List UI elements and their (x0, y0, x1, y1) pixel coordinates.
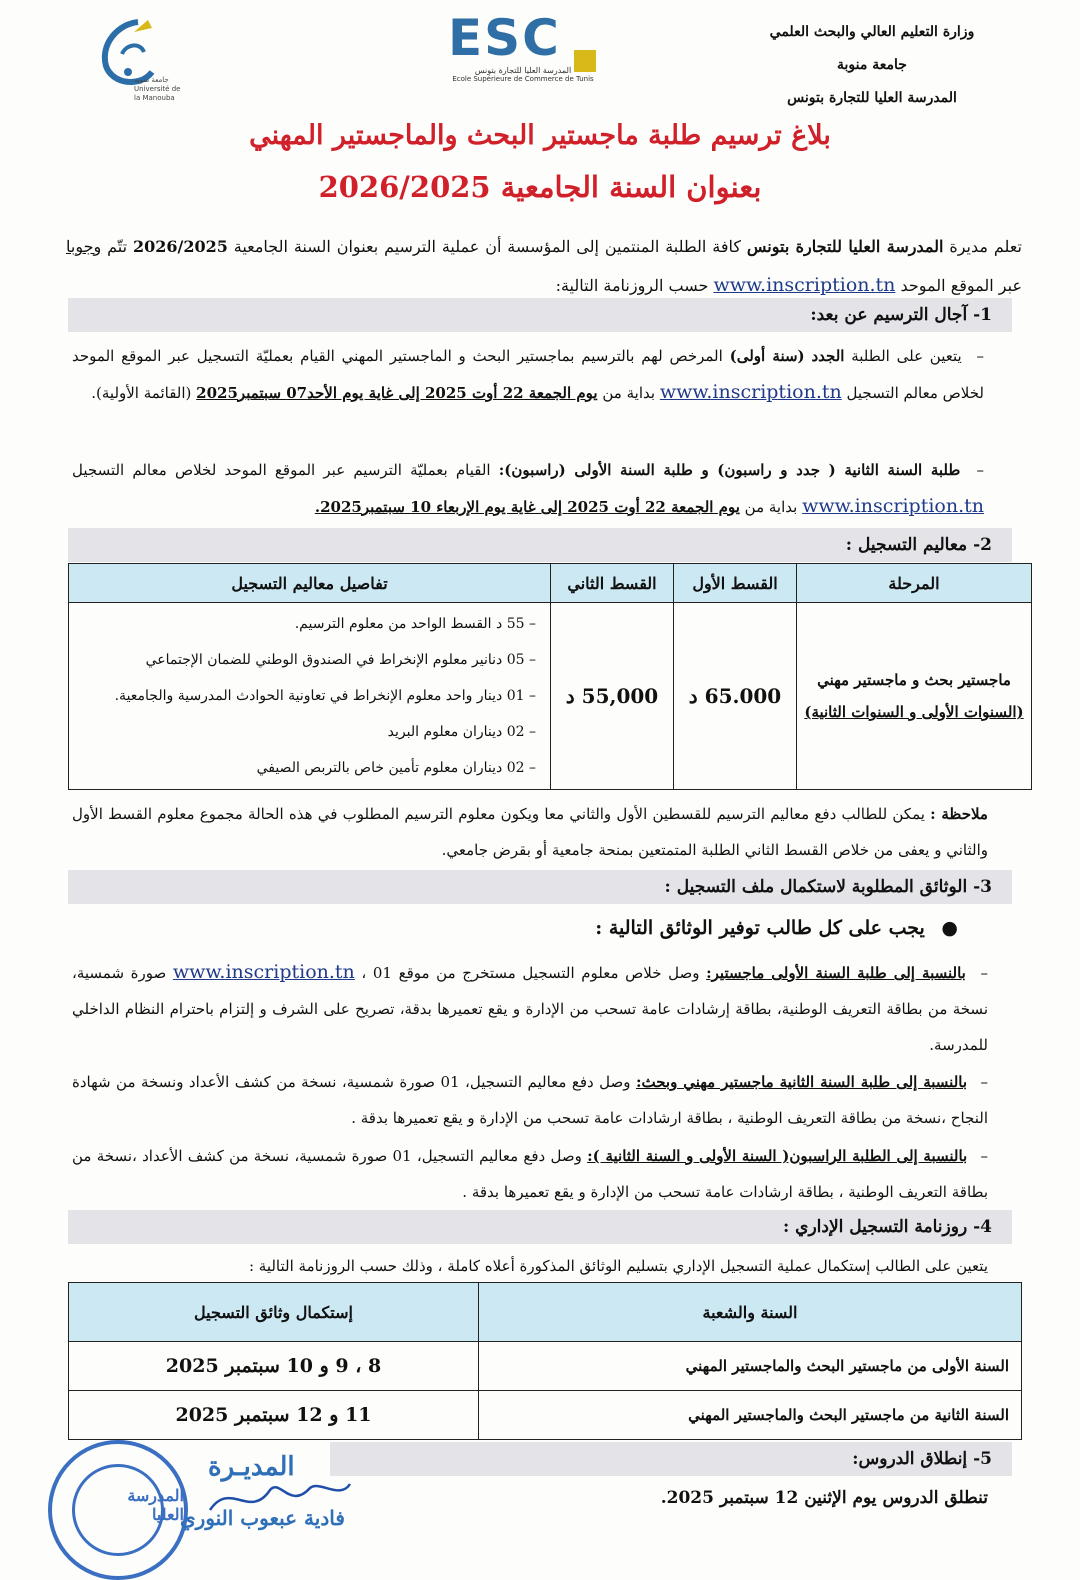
ministry-name: وزارة التعليم العالي والبحث العلمي (769, 24, 975, 40)
fee-detail-text: 05 دنانير معلوم الإنخراط في الصندوق الوطني للضمان الإجتماعي (145, 652, 525, 668)
fees-first-installment: 65.000 د (674, 603, 797, 790)
section-1-item-2: – طلبة السنة الثانية ( جدد و راسبون) و طلبة السنة الأولى (راسبون): القيام بعمليّة الترسيم عبر الموقع الموحد لخلاص معالم التسجيل www.inscription.tn بداية من يوم الجمعة 22 أوت 2025 إلى غاية يوم الإربعاء 10 سبتمبر2025. (72, 461, 984, 517)
section-3-item-2: – بالنسبة إلى طلبة السنة الثانية ماجستير مهني وبحث: وصل دفع معاليم التسجيل، 01 صورة شمسية، نسخة من كشف الأعداد ونسخة من شهادة النجاح ،نسخة من بطاقة التعريف الوطنية ، بطاقة ارشادات عامة تسحب من الإدارة و يقع تعميرها بدقة . (72, 1073, 988, 1127)
fee-detail-item: – 55 د القسط الواحد من معلوم الترسيم. (294, 616, 536, 632)
s3-i3-text: وصل دفع معاليم التسجيل، 01 صورة شمسية، نسخة من كشف الأعداد ،نسخة من بطاقة التعريف الوطنية ، بطاقة ارشادات عامة تسحب من الإدارة و يقع تعميرها بدقة . (72, 1147, 988, 1201)
s3-i3-label: بالنسبة إلى الطلبة الراسبون( السنة الأولى و السنة الثانية ): (587, 1147, 968, 1165)
section-5-header (330, 1442, 1012, 1476)
section-3-must (72, 910, 958, 946)
fees-header-details: تفاصيل معاليم التسجيل (69, 564, 551, 603)
fees-second-installment: 55,000 د (551, 603, 674, 790)
director-name: فادية عبعوب النوري (180, 1506, 345, 1530)
section-1-header (68, 298, 1012, 332)
section-2-number: 2- (973, 535, 992, 555)
fees-stage-years: (السنوات الأولى و السنوات الثانية) (804, 703, 1024, 721)
fees-stage-name: ماجستير بحث و ماجستير مهني (817, 671, 1011, 689)
esc-logo (448, 9, 598, 98)
fee-detail-text: 02 ديناران معلوم البريد (387, 724, 525, 740)
esc-logo-square-icon (574, 50, 596, 72)
schedule-header-year: السنة والشعبة (479, 1283, 1022, 1342)
section-4-intro: يتعين على الطالب إستكمال عملية التسجيل الإداري بتسليم الوثائق المذكورة أعلاه كاملة ، وذلك حسب الروزنامة التالية : (248, 1257, 988, 1275)
fee-detail-text: 01 دينار واحد معلوم الإنخراط في تعاونية الحوادث المدرسية والجامعية. (114, 688, 525, 704)
section-3-item-1: – بالنسبة إلى طلبة السنة الأولى ماجستير: وصل خلاص معلوم التسجيل مستخرج من موقع www.inscription.tn ، 01 صورة شمسية، نسخة من بطاقة التعريف الوطنية، بطاقة إرشادات عامة تسحب من الإدارة و يقع تعميرها بدقة، تصريح على الشرف و إلتزام باحترام النظام الداخلي للمدرسة. (72, 961, 988, 1054)
s1-b2-label: طلبة السنة الثانية ( جدد و راسبون) و طلبة السنة الأولى (راسبون): (498, 461, 961, 479)
intro-mandatory: وجوبا (66, 237, 102, 256)
fees-header-stage: المرحلة (797, 564, 1032, 603)
section-5-number: 5- (973, 1449, 992, 1469)
bullet-dot-icon: ● (941, 917, 958, 939)
s1-b2-deadline: يوم الجمعة 22 أوت 2025 إلى غاية يوم الإربعاء 10 سبتمبر2025. (314, 498, 740, 516)
s1-b1-text-d: المرخص لهم بالترسيم بماجستير البحث و الماجستير المهني القيام بعمليّة التسجيل عبر الموقع الموحد لخلاص معالم التسجيل (72, 347, 984, 402)
inscription-site-link[interactable]: www.inscription.tn (713, 274, 896, 296)
section-3-title: الوثائق المطلوبة لاستكمال ملف التسجيل : (664, 877, 968, 897)
s1-b2-site-link[interactable]: www.inscription.tn (802, 495, 984, 517)
intro-school: المدرسة العليا للتجارة بتونس (746, 237, 944, 256)
table-row (69, 1342, 1022, 1391)
section-3-must-text: يجب على كل طالب توفير الوثائق التالية : (595, 917, 925, 939)
official-stamp-icon (48, 1440, 188, 1580)
s1-b1-text-c: (سنة أولى) (729, 347, 805, 365)
intro-text-2: كافة الطلبة المنتمين إلى المؤسسة أن عملية الترسيم بعنوان السنة الجامعية (233, 237, 741, 256)
stamp-text: المدرسة العليا (127, 1486, 184, 1524)
section-3-number: 3- (973, 877, 992, 897)
section-1-title: آجال الترسيم عن بعد: (810, 305, 968, 325)
s1-b1-site-link[interactable]: www.inscription.tn (659, 381, 842, 403)
section-5-text: تنطلق الدروس يوم الإثنين 12 سبتمبر 2025. (660, 1488, 988, 1508)
intro-text-4: عبر الموقع الموحد (900, 276, 1022, 295)
fees-note-text: يمكن للطالب دفع معاليم الترسيم للقسطين الأول والثاني معا ويكون معلوم الترسيم المطلوب في هذه الحالة مجموع معلوم القسط الأول والثاني و يعفى من خلاص القسط الثاني الطلبة المتمتعين بمنحة جامعية أو بقرض جامعي. (72, 805, 988, 859)
fee-detail-item: – 01 دينار واحد معلوم الإنخراط في تعاونية الحوادث المدرسية والجامعية. (114, 688, 536, 704)
intro-text-3: تتّم (107, 237, 128, 256)
section-2-header (68, 528, 1012, 562)
section-3-header (68, 870, 1012, 904)
s1-b1-text-a: يتعين على الطلبة (851, 347, 962, 365)
intro-text-1: تعلم مديرة (949, 237, 1022, 256)
section-3-item-3: – بالنسبة إلى الطلبة الراسبون( السنة الأولى و السنة الثانية ): وصل دفع معاليم التسجيل، 01 صورة شمسية، نسخة من كشف الأعداد ،نسخة من بطاقة التعريف الوطنية ، بطاقة ارشادات عامة تسحب من الإدارة و يقع تعميرها بدقة . (72, 1147, 988, 1201)
schedule-year-cell: السنة الثانية من ماجستير البحث والماجستير المهني (479, 1391, 1022, 1440)
schedule-year-cell: السنة الأولى من ماجستير البحث والماجستير المهني (479, 1342, 1022, 1391)
ministry-header (722, 16, 1022, 115)
s1-b1-text-e: بداية من (602, 384, 656, 402)
section-4-title: روزنامة التسجيل الإداري : (782, 1217, 968, 1237)
section-4-header (68, 1210, 1012, 1244)
intro-text-5: حسب الروزنامة التالية: (555, 276, 709, 295)
fees-stage-cell (797, 603, 1032, 790)
s1-b1-text-g: (القائمة الأولية). (91, 384, 192, 402)
s3-i1-site-link[interactable]: www.inscription.tn (172, 961, 355, 983)
s3-i1-text-b: ، 01 صورة شمسية، نسخة من بطاقة التعريف الوطنية، بطاقة إرشادات عامة تسحب من الإدارة و يقع تعميرها بدقة، تصريح على الشرف و إلتزام باحترام النظام الداخلي للمدرسة. (72, 964, 988, 1054)
s1-b2-text-c: بداية من (744, 498, 798, 516)
section-5-title: إنطلاق الدروس: (852, 1449, 968, 1469)
manouba-university-logo (78, 14, 188, 100)
fees-header-second: القسط الثاني (551, 564, 674, 603)
fees-note-label: ملاحظة : (930, 805, 988, 823)
school-name: المدرسة العليا للتجارة بتونس (787, 90, 957, 106)
esc-logo-french: Ecole Supérieure de Commerce de Tunis (452, 75, 594, 83)
s3-i1-label: بالنسبة إلى طلبة السنة الأولى ماجستير: (706, 964, 966, 982)
fees-note (72, 796, 988, 868)
notice-title: بلاغ ترسيم طلبة ماجستير البحث والماجستير المهني (249, 120, 831, 151)
fee-detail-item: – 02 ديناران معلوم تأمين خاص بالتربص الصيفي (256, 760, 536, 776)
s3-i2-label: بالنسبة إلى طلبة السنة الثانية ماجستير مهني وبحث: (635, 1073, 968, 1091)
s3-i2-text: وصل دفع معاليم التسجيل، 01 صورة شمسية، نسخة من كشف الأعداد ونسخة من شهادة النجاح ،نسخة من بطاقة التعريف الوطنية ، بطاقة ارشادات عامة تسحب من الإدارة و يقع تعميرها بدقة . (72, 1073, 988, 1127)
intro-year: 2026/2025 (132, 237, 228, 256)
schedule-dates-cell: 8 ، 9 و 10 سبتمبر 2025 (69, 1342, 479, 1391)
s1-b2-text-b: القيام بعمليّة الترسيم عبر الموقع الموحد لخلاص معالم التسجيل (72, 461, 491, 479)
fee-detail-item: – 02 ديناران معلوم البريد (387, 724, 536, 740)
section-4-number: 4- (973, 1217, 992, 1237)
manouba-logo-arabic: جامعة منوبة (134, 76, 169, 84)
section-1-item-1: – يتعين على الطلبة الجدد (سنة أولى) المرخص لهم بالترسيم بماجستير البحث و الماجستير المهني القيام بعمليّة التسجيل عبر الموقع الموحد لخلاص معالم التسجيل www.inscription.tn بداية من يوم الجمعة 22 أوت 2025 إلى غاية يوم الأحد07 سبتمبر2025 (القائمة الأولية). (72, 347, 984, 403)
intro-paragraph (66, 228, 1022, 305)
notice-subtitle: بعنوان السنة الجامعية 2026/2025 (318, 170, 762, 204)
section-1-number: 1- (973, 305, 992, 325)
table-row (69, 1391, 1022, 1440)
fees-table (68, 563, 1032, 790)
s1-b1-text-b: الجدد (811, 347, 845, 365)
schedule-header-dates: إستكمال وثائق التسجيل (69, 1283, 479, 1342)
section-2-title: معاليم التسجيل : (845, 535, 968, 555)
fee-detail-text: 02 ديناران معلوم تأمين خاص بالتربص الصيفي (256, 760, 525, 776)
fee-detail-item: – 05 دنانير معلوم الإنخراط في الصندوق الوطني للضمان الإجتماعي (145, 652, 536, 668)
director-title: المديـرة (208, 1452, 295, 1482)
fee-detail-text: 55 د القسط الواحد من معلوم الترسيم. (294, 616, 525, 632)
fees-details-cell (69, 603, 551, 790)
schedule-table (68, 1282, 1022, 1440)
fees-header-first: القسط الأول (674, 564, 797, 603)
esc-logo-arabic: المدرسة العليا للتجارة بتونس (474, 66, 572, 75)
university-name: جامعة منوبة (837, 57, 907, 73)
manouba-logo-french: Université de la Manouba (134, 85, 181, 102)
s3-i1-text-a: وصل خلاص معلوم التسجيل مستخرج من موقع (398, 964, 700, 982)
esc-logo-text: ESC (448, 9, 561, 67)
schedule-dates-cell: 11 و 12 سبتمبر 2025 (69, 1391, 479, 1440)
s1-b1-deadline: يوم الجمعة 22 أوت 2025 إلى غاية يوم الأحد07 سبتمبر2025 (196, 384, 598, 402)
